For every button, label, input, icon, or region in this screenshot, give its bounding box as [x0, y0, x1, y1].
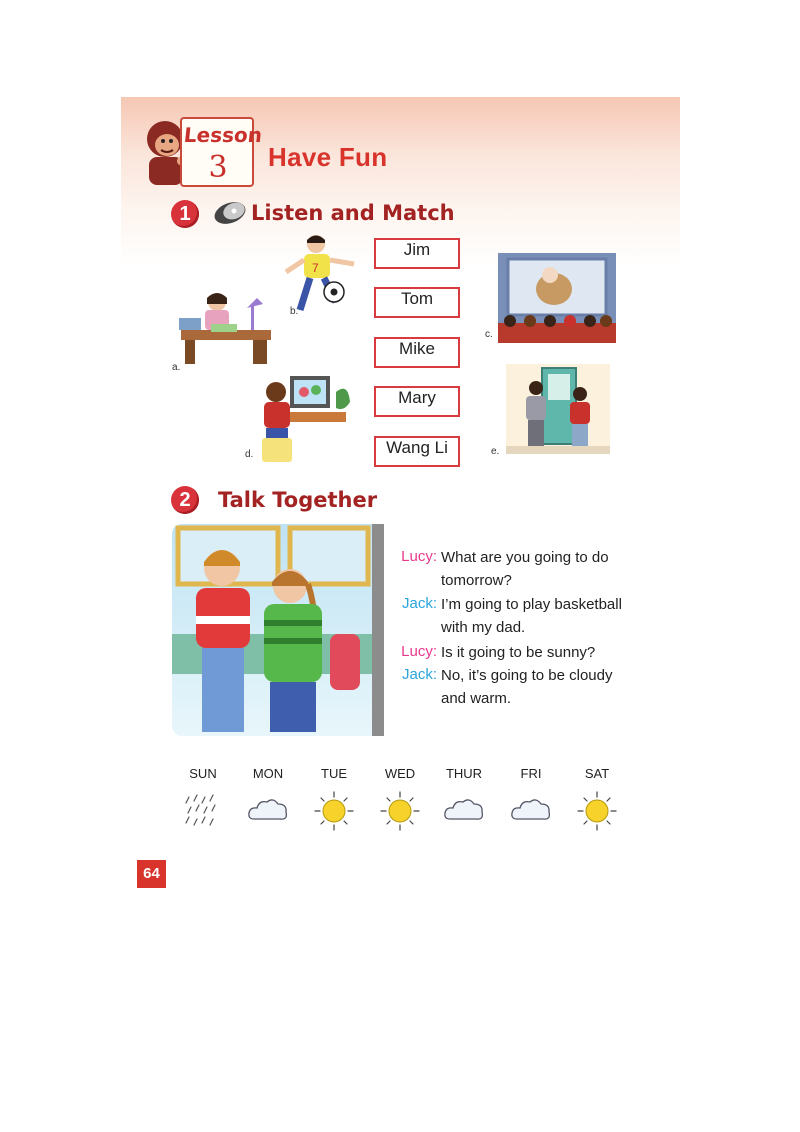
picture-b-label: b. [290, 306, 299, 317]
cloud-icon [442, 791, 486, 831]
cloud-icon [509, 791, 553, 831]
lesson-label: Lesson [182, 123, 264, 147]
name-box-wang-li[interactable]: Wang Li [374, 436, 460, 467]
dialogue-line-2b: with my dad. [441, 619, 526, 636]
dialogue-speaker-1: Lucy: [401, 548, 437, 565]
name-box-mary[interactable]: Mary [374, 386, 460, 417]
picture-d-boy-computer[interactable] [256, 372, 352, 464]
dialogue-line-4a: No, it’s going to be cloudy [441, 667, 613, 684]
day-mon: MON [252, 766, 284, 781]
cd-icon [212, 200, 248, 226]
picture-a-label: a. [172, 362, 181, 373]
dialogue-line-3a: Is it going to be sunny? [441, 644, 596, 661]
day-sun: SUN [189, 766, 217, 781]
picture-b-boy-football[interactable] [276, 232, 360, 326]
name-box-mike[interactable]: Mike [374, 337, 460, 368]
page-title: Have Fun [268, 142, 388, 172]
cloud-icon [246, 791, 290, 831]
name-box-jim[interactable]: Jim [374, 238, 460, 269]
dialogue-speaker-3: Lucy: [401, 643, 437, 660]
day-sat: SAT [584, 766, 610, 781]
day-fri: FRI [520, 766, 542, 781]
day-wed: WED [384, 766, 416, 781]
sun-icon [378, 791, 422, 831]
picture-e-two-boys-door[interactable] [506, 364, 610, 454]
picture-c-label: c. [485, 329, 493, 340]
section-2-number: 2 [171, 486, 199, 514]
name-box-tom[interactable]: Tom [374, 287, 460, 318]
section-1-title: Listen and Match [251, 201, 455, 225]
dialogue-speaker-4: Jack: [401, 666, 437, 683]
section-1-number: 1 [171, 200, 199, 228]
dialogue-line-1a: What are you going to do [441, 549, 609, 566]
dialogue-speaker-2: Jack: [401, 595, 437, 612]
day-tue: TUE [321, 766, 347, 781]
picture-a-girl-reading[interactable] [175, 288, 275, 368]
section-2-title: Talk Together [218, 488, 378, 512]
dialogue-line-2a: I’m going to play basketball [441, 596, 622, 613]
day-thur: THUR [445, 766, 483, 781]
lucy-and-jack-illustration [172, 524, 384, 736]
picture-e-label: e. [491, 446, 500, 457]
page-number: 64 [137, 860, 166, 888]
dialogue-line-1b: tomorrow? [441, 572, 512, 589]
svg-text:7: 7 [312, 261, 319, 275]
lesson-number: 3 [208, 150, 228, 185]
sun-icon [312, 791, 356, 831]
rain-icon [181, 791, 225, 831]
picture-c-cinema[interactable] [498, 253, 616, 343]
sun-icon [575, 791, 619, 831]
dialogue-line-4b: and warm. [441, 690, 512, 707]
picture-d-label: d. [245, 449, 254, 460]
